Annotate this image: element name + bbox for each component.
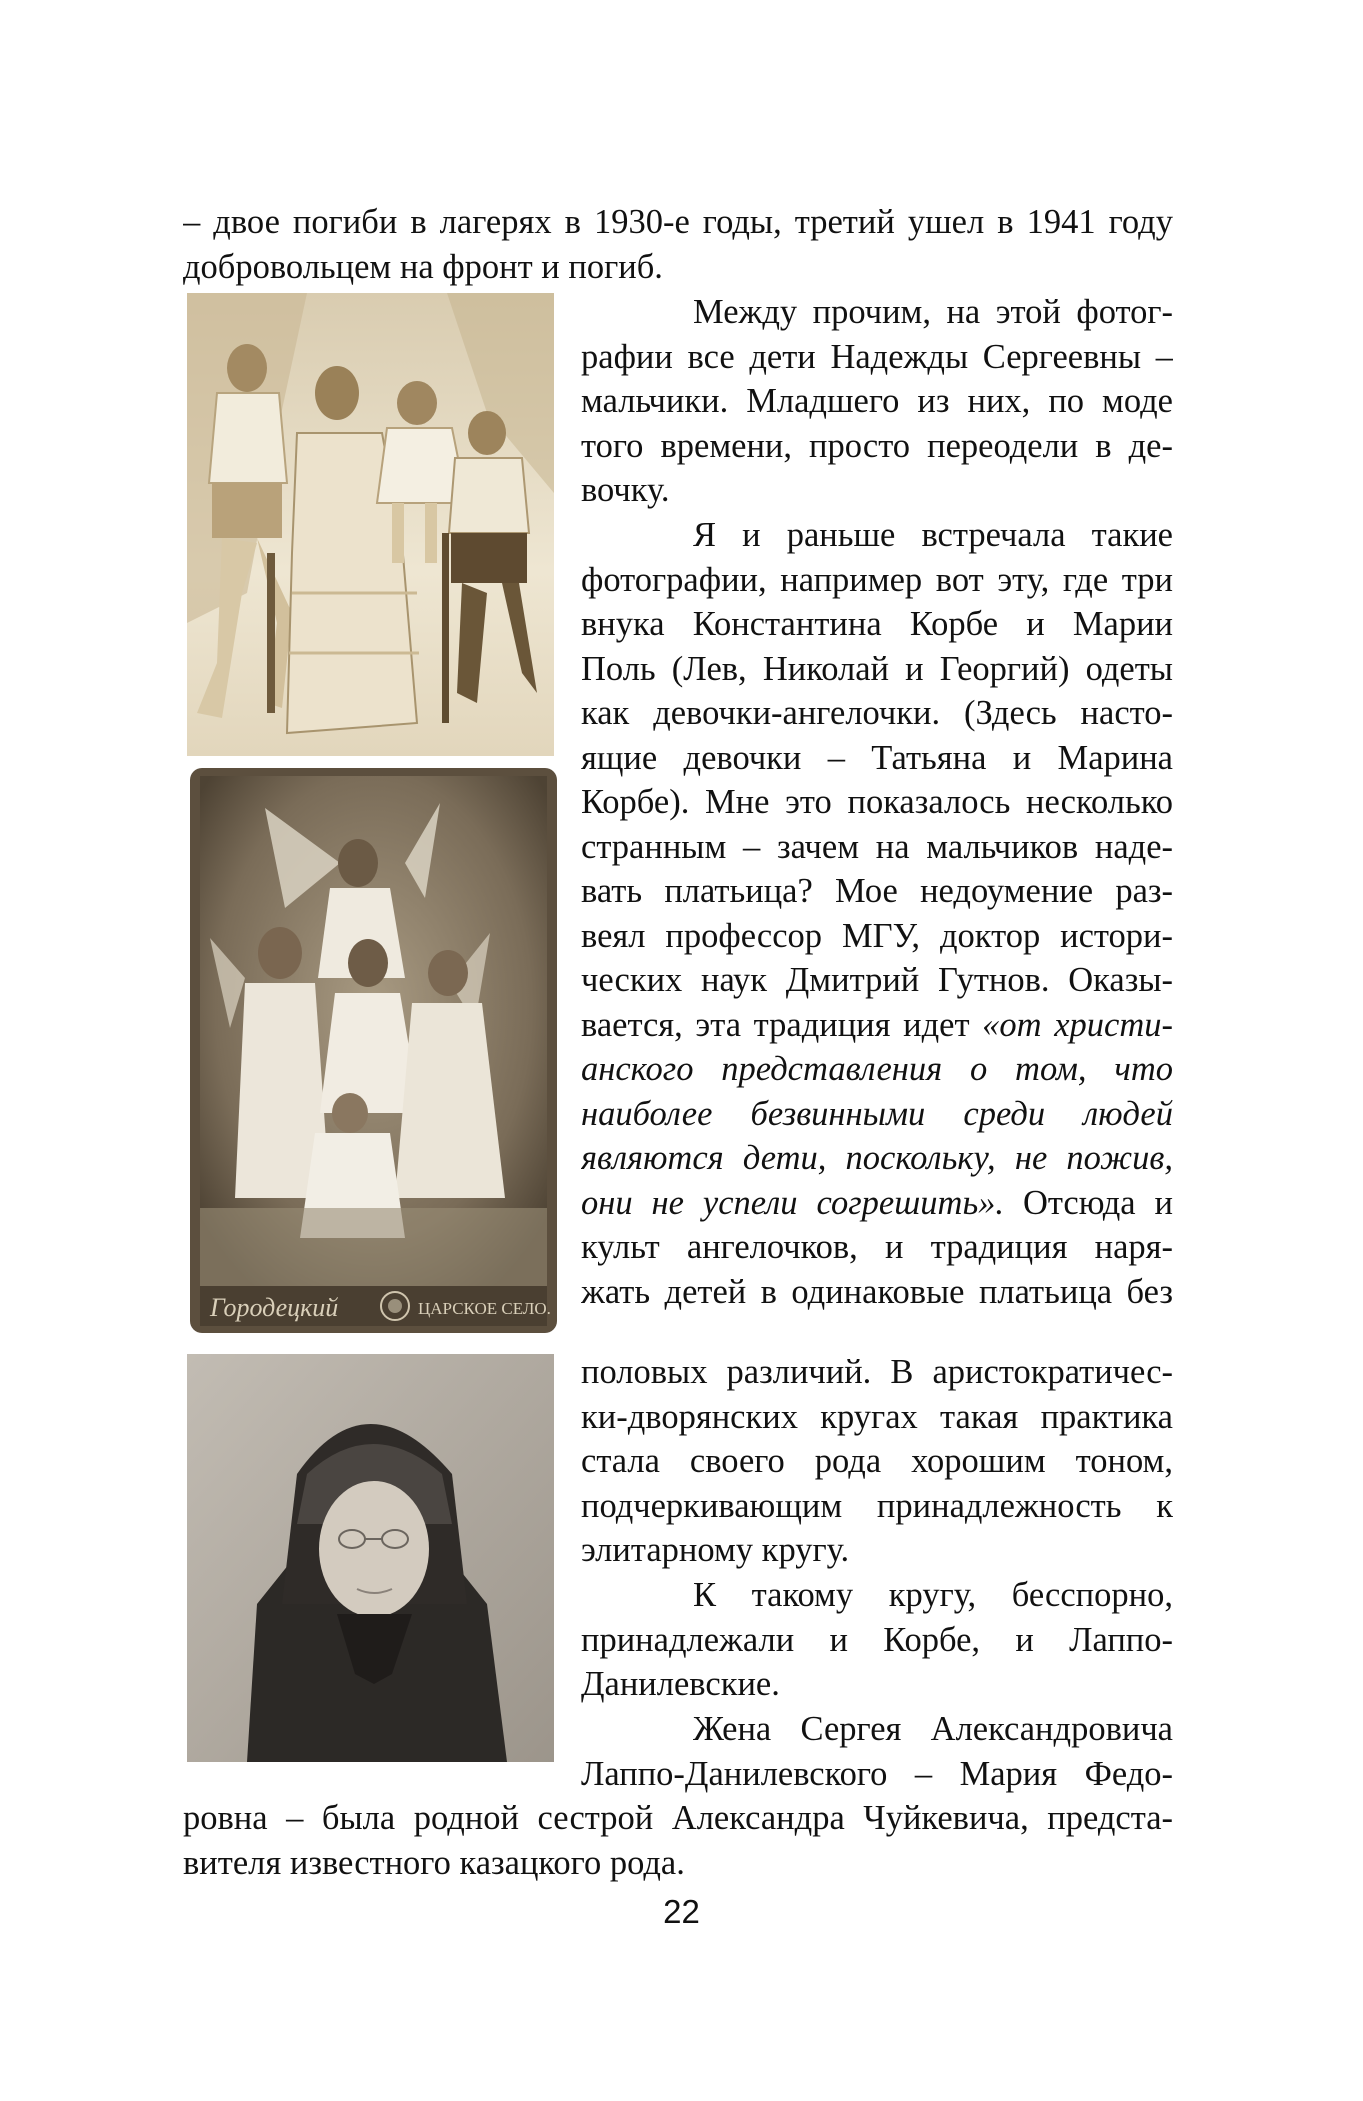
text-line: фотографии, например вот эту, где три xyxy=(581,560,1173,599)
text-line: веял профессор МГУ, доктор истори- xyxy=(581,916,1173,955)
text-line: – двое погиби в лагерях в 1930-е годы, третий ушел в 1941 году xyxy=(183,203,1173,241)
text-line: рафии все дети Надежды Сергеевны – xyxy=(581,337,1173,376)
paragraph-3 xyxy=(581,1573,1173,1707)
text-line: добровольцем на фронт и погиб. xyxy=(183,247,663,286)
text-line: ческих наук Дмитрий Гутнов. Оказы- xyxy=(581,961,1173,999)
angel-children-photo xyxy=(190,768,557,1333)
text-line: культ ангелочков, и традиция наря- xyxy=(581,1228,1173,1266)
page-number: 22 xyxy=(663,1893,700,1930)
family-portrait-photo xyxy=(187,293,554,756)
text-line: К такому кругу, бесспорно, xyxy=(693,1576,1173,1614)
text-line: Я и раньше встречала такие xyxy=(693,516,1173,554)
text-line: ки-дворянских кругах такая практика xyxy=(581,1397,1173,1436)
text-line: странным – зачем на мальчиков наде- xyxy=(581,827,1173,866)
text-line: как девочки-ангелочки. (Здесь насто- xyxy=(581,694,1173,732)
text-line: Жена Сергея Александровича xyxy=(693,1710,1173,1748)
paragraph-1 xyxy=(581,290,1173,513)
imprint-right: ЦАРСКОЕ СЕЛО. xyxy=(418,1299,551,1318)
paragraph-4-start xyxy=(581,1707,1173,1796)
text-line: внука Константина Корбе и Марии xyxy=(581,605,1173,643)
intro-text xyxy=(183,200,1173,289)
elderly-woman-photo xyxy=(187,1354,554,1762)
text-line: вочку. xyxy=(581,471,670,509)
text-line: Лаппо-Данилевского – Мария Федо- xyxy=(581,1754,1173,1793)
text-line: Поль (Лев, Николай и Георгий) одеты xyxy=(581,649,1173,688)
text-line: мальчики. Младшего из них, по моде xyxy=(581,382,1173,420)
text-line: того времени, просто переодели в де- xyxy=(581,426,1173,465)
text-line: ящие девочки – Татьяна и Марина xyxy=(581,738,1173,777)
paragraph-4-end xyxy=(183,1796,1173,1885)
text-line: Данилевские. xyxy=(581,1665,780,1703)
quote-line: наиболее безвинными среди людей xyxy=(581,1094,1173,1133)
quote-line: являются дети, поскольку, не пожив, xyxy=(581,1139,1173,1177)
imprint-left: Городецкий xyxy=(210,1293,339,1322)
text-line: элитарному кругу. xyxy=(581,1531,850,1569)
text-line: подчеркивающим принадлежность к xyxy=(581,1486,1173,1525)
text-line: вать платьица? Мое недоумение раз- xyxy=(581,872,1173,910)
paragraph-2-continued xyxy=(581,1350,1173,1573)
text-line: половых различий. В аристократичес- xyxy=(581,1353,1173,1391)
quote-line: анского представления о том, что xyxy=(581,1050,1173,1088)
text-line xyxy=(581,1003,1173,1048)
text-line: вителя известного казацкого рода. xyxy=(183,1843,685,1882)
text-span: вается, эта традиция идет xyxy=(581,1005,983,1044)
text-line: Корбе). Мне это показалось несколько xyxy=(581,783,1173,821)
text-line: стала своего рода хорошим тоном, xyxy=(581,1442,1173,1480)
text-span: Отсюда и xyxy=(1004,1183,1173,1222)
text-line: жать детей в одинаковые платьица без xyxy=(581,1272,1173,1311)
paragraph-2 xyxy=(581,513,1173,1314)
text-line xyxy=(581,1181,1173,1226)
quote-span: они не успели согрешить». xyxy=(581,1183,1005,1222)
text-line: принадлежали и Корбе, и Лаппо- xyxy=(581,1620,1173,1659)
text-line: ровна – была родной сестрой Александра Чуйкевича, предста- xyxy=(183,1799,1173,1837)
text-line: Между прочим, на этой фотог- xyxy=(693,293,1173,331)
quote-span: «от христи- xyxy=(982,1005,1173,1044)
